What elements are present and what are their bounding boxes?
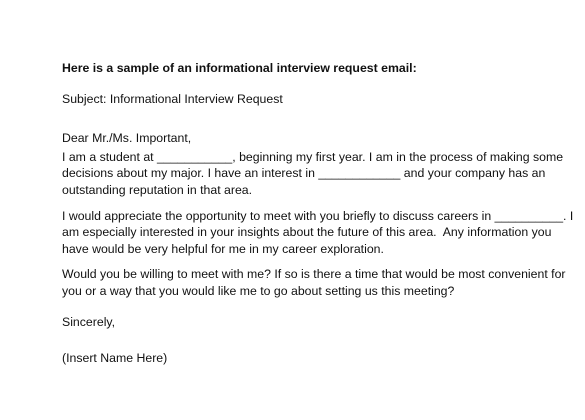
paragraph-1-line-1: I am a student at ___________, beginning my first year. I am in the process of making some — [62, 149, 564, 164]
document-heading: Here is a sample of an informational interview request email: — [62, 61, 417, 75]
paragraph-3-line-1: Would you be willing to meet with me? If so is there a time that would be most convenient for — [62, 267, 566, 282]
paragraph-2-line-3: have would be very helpful for me in my career exploration. — [62, 241, 384, 256]
email-greeting: Dear Mr./Ms. Important, — [62, 131, 192, 146]
email-subject: Subject: Informational Interview Request — [62, 91, 283, 106]
paragraph-3-line-2: you or a way that you would like me to go about setting us this meeting? — [62, 283, 455, 298]
email-signature: (Insert Name Here) — [62, 351, 168, 366]
paragraph-1-line-2: decisions about my major. I have an interest in ____________ and your company has an — [62, 166, 546, 181]
email-closing: Sincerely, — [62, 314, 116, 329]
paragraph-2-line-1: I would appreciate the opportunity to meet with you briefly to discuss careers in __________. I — [62, 208, 574, 223]
paragraph-1-line-3: outstanding reputation in that area. — [62, 182, 253, 197]
email-paragraph-2 — [62, 208, 574, 258]
email-sample — [62, 60, 574, 367]
email-paragraph-1 — [62, 149, 562, 199]
paragraph-2-line-2: am especially interested in your insights about the future of this area. Any information you — [62, 225, 552, 240]
email-paragraph-3 — [62, 266, 566, 299]
